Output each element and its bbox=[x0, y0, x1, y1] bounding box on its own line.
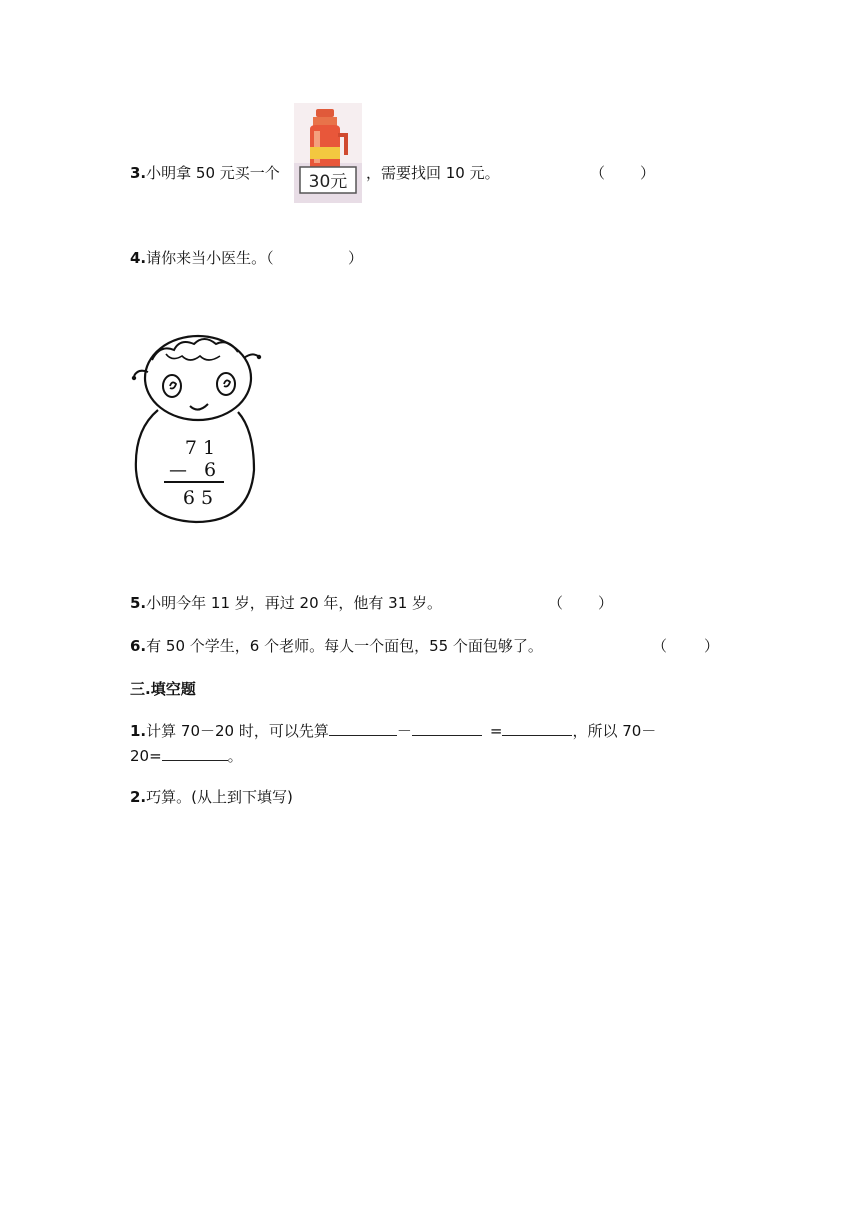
question-4 bbox=[130, 248, 274, 268]
fill-question-1 bbox=[130, 721, 656, 741]
question-5 bbox=[130, 593, 442, 613]
answer-paren-close: ） bbox=[348, 249, 364, 267]
question-6 bbox=[130, 636, 543, 656]
fill-question-2 bbox=[130, 787, 293, 807]
equals-sign: = bbox=[489, 722, 503, 740]
period: 。 bbox=[227, 747, 243, 765]
doctor-drawing bbox=[128, 330, 268, 530]
section-heading: 三.填空题 bbox=[130, 680, 196, 698]
fill-question-1-line2 bbox=[130, 746, 243, 766]
thermos-price-image bbox=[294, 103, 362, 203]
question-number: 6. bbox=[130, 637, 147, 655]
question-text-cont: ，所以 70－ bbox=[572, 722, 657, 740]
question-text-before: 小明拿 50 元买一个 bbox=[146, 164, 280, 182]
question-text-after: ，需要找回 10 元。 bbox=[366, 164, 500, 182]
answer-blank-4[interactable] bbox=[162, 746, 228, 761]
question-text: 请你来当小医生。（ bbox=[146, 249, 274, 267]
question-text: 计算 70－20 时，可以先算 bbox=[146, 722, 329, 740]
question-number: 2. bbox=[130, 788, 147, 806]
answer-blank-2[interactable] bbox=[412, 721, 482, 736]
minus-sign: － bbox=[396, 722, 412, 740]
answer-paren-open: （ bbox=[590, 164, 606, 182]
drawing-sub-number: 6 bbox=[203, 459, 217, 481]
price-tag-text: 30元 bbox=[308, 172, 348, 192]
question-text: 小明今年 11 岁，再过 20 年，他有 31 岁。 bbox=[146, 594, 443, 612]
answer-blank-3[interactable] bbox=[502, 721, 572, 736]
answer-paren-open: （ bbox=[548, 594, 564, 612]
drawing-top-number: 7 1 bbox=[184, 437, 216, 459]
question-text: 巧算。(从上到下填写) bbox=[146, 788, 293, 806]
question-number: 4. bbox=[130, 249, 147, 267]
answer-blank-1[interactable] bbox=[329, 721, 397, 736]
answer-paren-open: （ bbox=[652, 637, 668, 655]
question-3-after bbox=[366, 163, 500, 183]
drawing-result: 6 5 bbox=[182, 487, 214, 509]
question-text: 有 50 个学生，6 个老师。每人一个面包，55 个面包够了。 bbox=[146, 637, 543, 655]
question-3 bbox=[130, 163, 280, 183]
answer-paren-close: ） bbox=[598, 594, 614, 612]
answer-paren-close: ） bbox=[640, 164, 656, 182]
question-number: 1. bbox=[130, 722, 147, 740]
question-number: 3. bbox=[130, 164, 147, 182]
question-number: 5. bbox=[130, 594, 147, 612]
answer-paren-close: ） bbox=[704, 637, 720, 655]
drawing-minus-sign: — bbox=[169, 460, 187, 481]
question-text: 20= bbox=[130, 747, 162, 765]
